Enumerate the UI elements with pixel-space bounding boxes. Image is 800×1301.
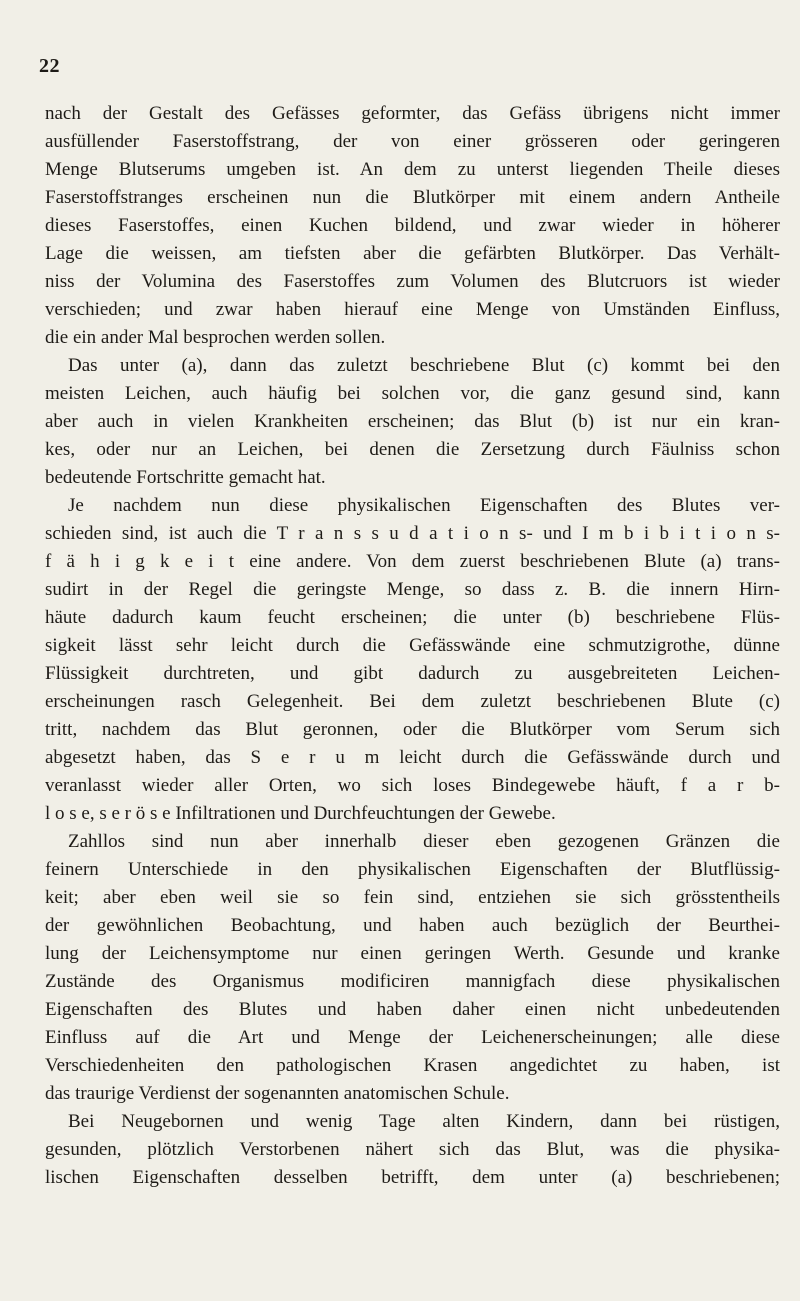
text-line: lung der Leichensymptome nur einen geringen Werth. Gesunde und kranke bbox=[45, 943, 780, 964]
text-line: abgesetzt haben, das S e r u m leicht durch die Gefässwände durch und bbox=[45, 747, 780, 768]
page-number: 22 bbox=[39, 55, 60, 77]
text-line: Lage die weissen, am tiefsten aber die gefärbten Blutkörper. Das Verhält- bbox=[45, 243, 780, 264]
text-line: ausfüllender Faserstoffstrang, der von einer grösseren oder geringeren bbox=[45, 131, 780, 152]
text-line: lischen Eigenschaften desselben betrifft, dem unter (a) beschriebenen; bbox=[45, 1167, 780, 1188]
text-line: Je nachdem nun diese physikalischen Eigenschaften des Blutes ver- bbox=[68, 495, 780, 516]
text-line: gesunden, plötzlich Verstorbenen nähert sich das Blut, was die physika- bbox=[45, 1139, 780, 1160]
text-line: feinern Unterschiede in den physikalischen Eigenschaften der Blutflüssig- bbox=[45, 859, 780, 880]
text-line: Zustände des Organismus modificiren mannigfach diese physikalischen bbox=[45, 971, 780, 992]
text-line: veranlasst wieder aller Orten, wo sich loses Bindegewebe häuft, f a r b- bbox=[45, 775, 780, 796]
text-line: das traurige Verdienst der sogenannten anatomischen Schule. bbox=[45, 1083, 510, 1104]
text-line: sigkeit lässt sehr leicht durch die Gefässwände eine schmutzigrothe, dünne bbox=[45, 635, 780, 656]
body-text bbox=[45, 100, 780, 1192]
text-line: Das unter (a), dann das zuletzt beschriebene Blut (c) kommt bei den bbox=[68, 355, 780, 376]
text-line: aber auch in vielen Krankheiten erscheinen; das Blut (b) ist nur ein kran- bbox=[45, 411, 780, 432]
text-line: nach der Gestalt des Gefässes geformter, das Gefäss übrigens nicht immer bbox=[45, 103, 780, 124]
text-line: Zahllos sind nun aber innerhalb dieser eben gezogenen Gränzen die bbox=[68, 831, 780, 852]
text-line: bedeutende Fortschritte gemacht hat. bbox=[45, 467, 326, 488]
text-line: tritt, nachdem das Blut geronnen, oder die Blutkörper vom Serum sich bbox=[45, 719, 780, 740]
text-line: sudirt in der Regel die geringste Menge, so dass z. B. die innern Hirn- bbox=[45, 579, 780, 600]
text-line: keit; aber eben weil sie so fein sind, entziehen sie sich grösstentheils bbox=[45, 887, 780, 908]
text-line: die ein ander Mal besprochen werden sollen. bbox=[45, 327, 386, 348]
text-line: niss der Volumina des Faserstoffes zum Volumen des Blutcruors ist wieder bbox=[45, 271, 780, 292]
text-line: der gewöhnlichen Beobachtung, und haben auch bezüglich der Beurthei- bbox=[45, 915, 780, 936]
text-line: erscheinungen rasch Gelegenheit. Bei dem zuletzt beschriebenen Blute (c) bbox=[45, 691, 780, 712]
text-line: Flüssigkeit durchtreten, und gibt dadurch zu ausgebreiteten Leichen- bbox=[45, 663, 780, 684]
text-line: häute dadurch kaum feucht erscheinen; die unter (b) beschriebene Flüs- bbox=[45, 607, 780, 628]
text-line: l o s e, s e r ö s e Infiltrationen und Durchfeuchtungen der Gewebe. bbox=[45, 803, 556, 824]
text-line: schieden sind, ist auch die T r a n s s u d a t i o n s- und I m b i b i t i o n s- bbox=[45, 523, 780, 544]
text-line: Eigenschaften des Blutes und haben daher einen nicht unbedeutenden bbox=[45, 999, 780, 1020]
text-line: f ä h i g k e i t eine andere. Von dem zuerst beschriebenen Blute (a) trans- bbox=[45, 551, 780, 572]
text-line: Menge Blutserums umgeben ist. An dem zu unterst liegenden Theile dieses bbox=[45, 159, 780, 180]
text-line: Faserstoffstranges erscheinen nun die Blutkörper mit einem andern Antheile bbox=[45, 187, 780, 208]
text-line: Bei Neugebornen und wenig Tage alten Kindern, dann bei rüstigen, bbox=[68, 1111, 780, 1132]
text-line: Verschiedenheiten den pathologischen Krasen angedichtet zu haben, ist bbox=[45, 1055, 780, 1076]
text-line: dieses Faserstoffes, einen Kuchen bildend, und zwar wieder in höherer bbox=[45, 215, 780, 236]
text-line: verschieden; und zwar haben hierauf eine Menge von Umständen Einfluss, bbox=[45, 299, 780, 320]
text-line: kes, oder nur an Leichen, bei denen die Zersetzung durch Fäulniss schon bbox=[45, 439, 780, 460]
text-line: meisten Leichen, auch häufig bei solchen vor, die ganz gesund sind, kann bbox=[45, 383, 780, 404]
text-line: Einfluss auf die Art und Menge der Leichenerscheinungen; alle diese bbox=[45, 1027, 780, 1048]
